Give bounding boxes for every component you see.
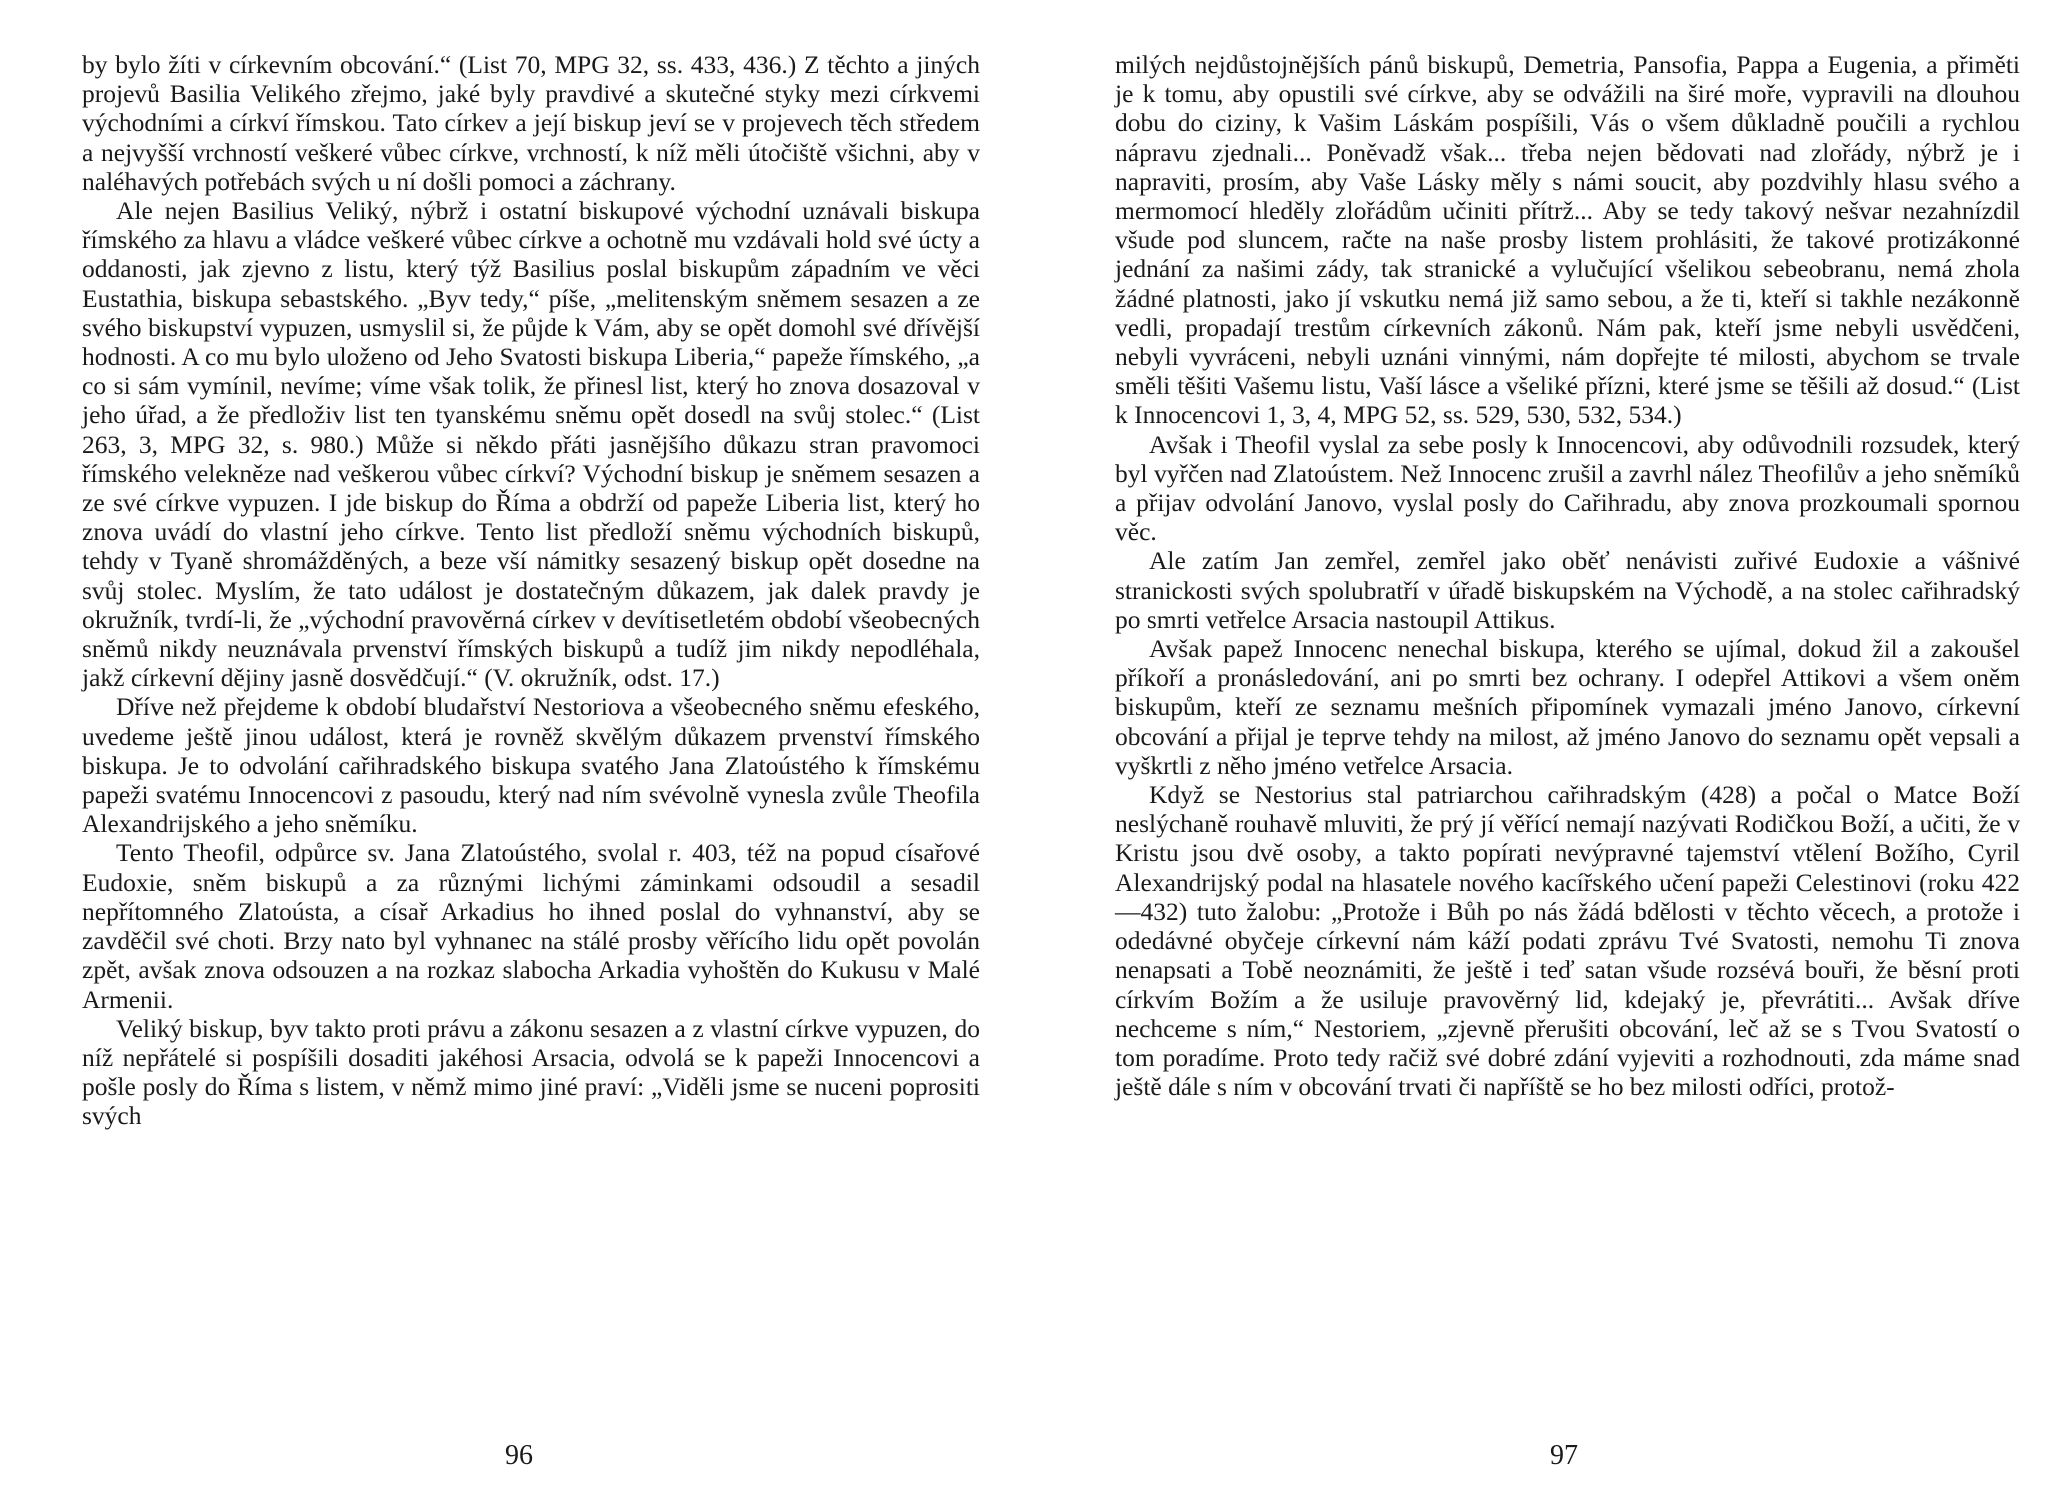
left-paragraph-5: Veliký biskup, byv takto proti právu a zákonu sesazen a z vlastní církve vypuzen, do níž nepřátelé si pospíšili dosaditi jakéhosi Arsacia, odvolá se k papeži Innocencovi a pošle posly do Říma s listem, v němž mimo jiné praví: „Viděli jsme se nuceni poprositi svých [82, 1013, 980, 1131]
left-paragraph-3: Dříve než přejdeme k období bludařství Nestoriova a všeobecného sněmu efeského, uvedeme ještě jinou událost, která je rovněž skvělým důkazem prvenství římského biskupa. Je to odvolání cařihradského biskupa svatého Jana Zlatoústého k římskému papeži svatému Innocencovi z pasoudu, který nad ním svévolně vynesla zvůle Theofila Alexandrijského a jeho sněmíku. [82, 692, 980, 839]
left-paragraph-2: Ale nejen Basilius Veliký, nýbrž i ostatní biskupové východní uznávali biskupa římského za hlavu a vládce veškeré vůbec církve a ochotně mu vzdávali hold své úcty a oddanosti, jak zjevno z listu, který týž Basilius poslal biskupům západním ve věci Eustathia, biskupa sebastského. „Byv tedy,“ píše, „melitenským sněmem sesazen a ze svého biskupství vypuzen, usmyslil si, že půjde k Vám, aby se opět domohl své dřívější hodnosti. A co mu bylo uloženo od Jeho Svatosti biskupa Liberia,“ papeže římského, „a co si sám vymínil, nevíme; víme však tolik, že přinesl list, který ho znova dosazoval v jeho úřad, a že předloživ list ten tyanskému sněmu opět dosedl na svůj stolec.“ (List 263, 3, MPG 32, s. 980.) Může si někdo přáti jasnějšího důkazu stran pravomoci římského velekněze nad veškerou vůbec církví? Východní biskup je sněmem sesazen a ze své církve vypuzen. I jde biskup do Říma a obdrží od papeže Liberia list, který ho znova uvádí do vlastní jeho církve. Tento list předloží sněmu východních biskupů, tehdy v Tyaně shromážděných, a beze vší námitky sesazený biskup opět dosedne na svůj stolec. Myslím, že tato událost je dostatečným důkazem, jak dalek pravdy je okružník, tvrdí-li, že „východní pravověrná církev v devítisetletém období všeobecných sněmů nikdy neuznávala prvenství římských biskupů a tudíž jim nikdy nepodléhala, jakž církevní dějiny jasně dosvědčují.“ (V. okružník, odst. 17.) [82, 196, 980, 693]
right-paragraph-4: Avšak papež Innocenc nenechal biskupa, kterého se ujímal, dokud žil a zakoušel příkoří a pronásledování, ani po smrti bez ochrany. I odepřel Attikovi a všem oněm biskupům, kteří ze seznamu mešních připomínek vymazali jméno Janovo, církevní obcování a přijal je teprve tehdy na milost, až jméno Janovo do seznamu opět vepsali a vyškrtli z něho jméno vetřelce Arsacia. [1115, 634, 2020, 780]
right-paragraph-1: milých nejdůstojnějších pánů biskupů, Demetria, Pansofia, Pappa a Eugenia, a přiměti je k tomu, aby opustili své církve, aby se odvážili na širé moře, vypravili na dlouhou dobu do ciziny, k Vašim Láskám pospíšili, Vás o všem důkladně poučili a rychlou nápravu zjednali... Poněvadž však... třeba nejen bědovati nad zlořády, nýbrž je i napraviti, prosím, aby Vaše Lásky měly s námi soucit, aby pozdvihly hlasu svého a mermomocí hleděly zlořádům učiniti přítrž... Aby se tedy takový nešvar nezahnízdil všude pod sluncem, račte na naše prosby listem prohlásiti, že takové protizákonné jednání za našimi zády, tak stranické a vylučující všelikou sebeobranu, nemá zhola žádné platnosti, jako jí vskutku nemá již samo sebou, a že ti, kteří si takhle nezákonně vedli, propadají trestům církevních zákonů. Nám pak, kteří jsme nebyli usvědčeni, nebyli vyvráceni, nebyli uznáni vinnými, nám dopřejte té milosti, abychom se trvale směli těšiti Vašemu listu, Vaší lásce a všeliké přízni, které jsme se těšili až dosud.“ (List k Innocencovi 1, 3, 4, MPG 52, ss. 529, 530, 532, 534.) [1115, 50, 2020, 430]
page-number-left: 96 [505, 1440, 533, 1471]
page-number-right: 97 [1550, 1440, 1578, 1471]
left-paragraph-4: Tento Theofil, odpůrce sv. Jana Zlatoústého, svolal r. 403, též na popud císařové Eudoxie, sněm biskupů a za různými lichými záminkami odsoudil a sesadil nepřítomného Zlatoústa, a císař Arkadius ho ihned poslal do vyhnanství, aby se zavděčil své choti. Brzy nato byl vyhnanec na stálé prosby věřícího lidu opět povolán zpět, avšak znova odsouzen a na rozkaz slabocha Arkadia vyhoštěn do Kukusu v Malé Armenii. [82, 838, 980, 1014]
right-page [1115, 50, 2020, 1480]
right-paragraph-5: Když se Nestorius stal patriarchou cařihradským (428) a počal o Matce Boží neslýchaně rouhavě mluviti, že prý jí věřící nemají nazývati Rodičkou Boží, a učiti, že v Kristu jsou dvě osoby, a takto popírati nevýpravné tajemství vtělení Božího, Cyril Alexandrijský podal na hlasatele nového kacířského učení papeži Celestinovi (roku 422—432) tuto žalobu: „Protože i Bůh po nás žádá bdělosti v těchto věcech, a protože i odedávné obyčeje církevní nám káží podati zprávu Tvé Svatosti, nemohu Ti znova nenapsati a Tobě neoznámiti, že ještě i teď satan všude rozsévá bouři, že běsní proti církvím Božím a že usiluje pravověrný lid, kdejaký je, převrátiti... Avšak dříve nechceme s ním,“ Nestoriem, „zjevně přerušiti obcování, leč až se s Tvou Svatostí o tom poradíme. Proto tedy račiž své dobré zdání vyjeviti a rozhodnouti, zda máme snad ještě dále s ním v obcování trvati či napříště se ho bez milosti odříci, protož- [1115, 780, 2020, 1102]
left-paragraph-1: by bylo žíti v církevním obcování.“ (List 70, MPG 32, ss. 433, 436.) Z těchto a jiných projevů Basilia Velikého zřejmo, jaké byly pravdivé a skutečné styky mezi církvemi východními a církví římskou. Tato církev a její biskup jeví se v projevech těch středem a nejvyšší vrchností veškeré vůbec církve, vrchností, k níž měli útočiště všichni, aby v naléhavých potřebách svých u ní došli pomoci a záchrany. [82, 50, 980, 196]
right-paragraph-2: Avšak i Theofil vyslal za sebe posly k Innocencovi, aby odůvodnili rozsudek, který byl vyřčen nad Zlatoústem. Než Innocenc zrušil a zavrhl nález Theofilův a jeho sněmíků a přijav odvolání Janovo, vyslal posly do Cařihradu, aby znova prozkoumali spornou věc. [1115, 429, 2020, 547]
right-paragraph-3: Ale zatím Jan zemřel, zemřel jako oběť nenávisti zuřivé Eudoxie a vášnivé stranickosti svých spolubratří v úřadě biskupském na Východě, a na stolec cařihradský po smrti vetřelce Arsacia nastoupil Attikus. [1115, 546, 2020, 634]
left-page [82, 50, 980, 1480]
